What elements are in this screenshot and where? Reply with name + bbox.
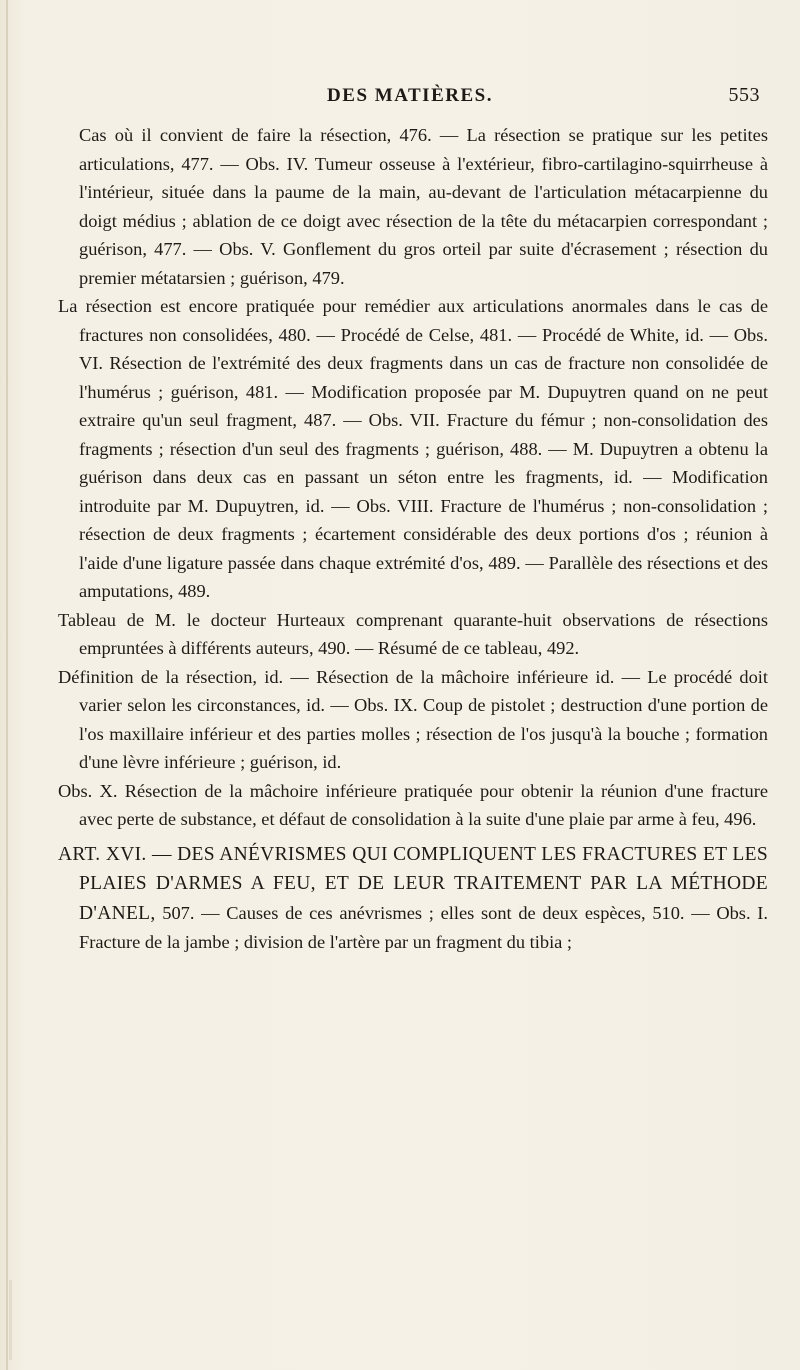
index-entry-resection-fractures: La résection est encore pratiquée pour remédier aux articulations anormales dans le cas de fractures non consolidées, 480. — Procédé de Celse, 481. — Procédé de White, id. — Obs. VI. Résection de l'extrémité des deux fragments dans un cas de fracture non consolidée de l'humérus ; guérison, 481. — Modification proposée par M. Dupuytren quand on ne peut extraire qu'un seul fragment, 487. — Obs. VII. Fracture du fémur ; non-consolidation des fragments ; résection d'un seul des fragments ; guérison, 488. — M. Dupuytren a obtenu la guérison dans deux cas en passant un séton entre les fragments, id. — Modification introduite par M. Dupuytren, id. — Obs. VIII. Fracture de l'humérus ; non-consolidation ; résection de deux fragments ; écartement considérable des deux portions d'os ; réunion à l'aide d'une ligature passée dans chaque extrémité d'os, 489. — Parallèle des résections et des amputations, 489. (58, 296, 768, 601)
index-entry-obs-x: Obs. X. Résection de la mâchoire inférieure pratiquée pour obtenir la réunion d'une fracture avec perte de substance, et défaut de consolidation à la suite d'une plaie par arme à feu, 496. (58, 780, 768, 829)
section-body: 507. — Causes de ces anévrismes ; elles sont de deux espèces, 510. — Obs. I. Fracture de la jambe ; division de l'artère par un fragment du tibia ; (79, 902, 768, 952)
page-gutter-edge (6, 0, 8, 1370)
page-header (60, 82, 760, 110)
page-edge-shadow (9, 1280, 12, 1360)
index-entry-hurteaux-table: Tableau de M. le docteur Hurteaux comprenant quarante-huit observations de résections empruntées à différents auteurs, 490. — Résumé de ce tableau, 492. (58, 609, 768, 658)
index-text-block (58, 121, 768, 957)
running-title: DES MATIÈRES. (327, 85, 493, 106)
index-entry-resection-definition: Définition de la résection, id. — Résection de la mâchoire inférieure id. — Le procédé doit varier selon les circonstances, id. — Obs. IX. Coup de pistolet ; destruction d'une portion de l'os maxillaire inférieur et des parties molles ; résection de l'os jusqu'à la bouche ; formation d'une lèvre inférieure ; guérison, id. (58, 666, 768, 772)
page-number: 553 (728, 84, 760, 106)
section-heading: ART. XVI. — DES ANÉVRISMES QUI COMPLIQUENT LES FRACTURES ET LES PLAIES D'ARMES A FEU, ET DE LEUR TRAITEMENT PAR LA MÉTHODE D'ANEL, (58, 843, 768, 924)
index-entry-resection-small-joints: Cas où il convient de faire la résection, 476. — La résection se pratique sur les petites articulations, 477. — Obs. IV. Tumeur osseuse à l'extérieur, fibro-cartilagino-squirrheuse à l'intérieur, située dans la paume de la main, au-devant de l'articulation métacarpienne du doigt médius ; ablation de ce doigt avec résection de la tête du métacarpien correspondant ; guérison, 477. — Obs. V. Gonflement du gros orteil par suite d'écrasement ; résection du premier métatarsien ; guérison, 479. (79, 125, 768, 288)
section-art-xvi (58, 840, 768, 957)
